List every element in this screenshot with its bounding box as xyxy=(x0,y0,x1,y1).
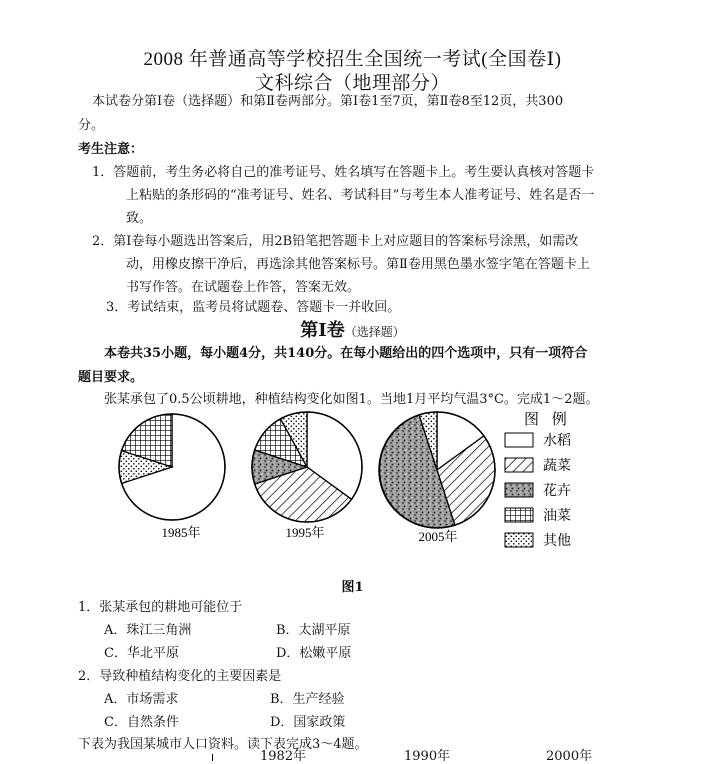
legend-title: 图 例 xyxy=(524,410,571,428)
notice-item-1-line-3: 致。 xyxy=(126,211,153,226)
q2-option-d: D．国家政策 xyxy=(270,715,346,730)
notice-item-2-line-3: 书写作答。在试题卷上作答，答案无效。 xyxy=(126,280,361,295)
legend-label-rapeseed: 油菜 xyxy=(543,508,571,524)
notice-item-1-line-1: 1．答题前，考生务必将自己的准考证号、姓名填写在答题卡上。考生要认真核对答题卡 xyxy=(92,165,595,180)
section-title xyxy=(0,316,705,342)
legend-label-vegetables: 蔬菜 xyxy=(543,458,571,474)
exam-title: 2008 年普通高等学校招生全国统一考试(全国卷Ⅰ) xyxy=(143,49,562,70)
legend-swatch-vegetables xyxy=(505,458,533,472)
legend-label-flowers: 花卉 xyxy=(543,483,571,499)
notice-heading: 考生注意： xyxy=(78,142,144,157)
pie-year-1995: 1995年 xyxy=(285,525,325,540)
table-left-rule xyxy=(212,754,213,761)
q1-option-c: C．华北平原 xyxy=(104,646,179,661)
section-instr-1: 本卷共35小题，每小题4分，共140分。在每小题给出的四个选项中，只有一项符合 xyxy=(104,346,588,361)
table-col-1982: 1982年 xyxy=(260,749,307,764)
table-intro: 下表为我国某城市人口资料。读下表完成3～4题。 xyxy=(78,737,368,752)
q1-option-a: A．珠江三角洲 xyxy=(104,623,192,638)
intro-line-1: 本试卷分第Ⅰ卷（选择题）和第Ⅱ卷两部分。第Ⅰ卷1至7页，第Ⅱ卷8至12页，共300 xyxy=(92,94,564,109)
q2-option-b: B．生产经验 xyxy=(270,692,345,707)
legend-swatch-flowers xyxy=(505,483,533,497)
pie-year-2005: 2005年 xyxy=(418,529,458,544)
section-note: （选择题） xyxy=(344,325,405,339)
notice-item-2-line-2: 动，用橡皮擦干净后，再选涂其他答案标号。第Ⅱ卷用黑色墨水签字笔在答题卡上 xyxy=(126,257,590,272)
notice-item-3: 3．考试结束，监考员将试题卷、答题卡一并收回。 xyxy=(106,300,401,315)
question-context: 张某承包了0.5公顷耕地，种植结构变化如图1。当地1月平均气温3°C。完成1～2题。 xyxy=(104,392,599,407)
notice-item-2-line-1: 2．第Ⅰ卷每小题选出答案后，用2B铅笔把答题卡上对应题目的答案标号涂黑，如需改 xyxy=(92,234,579,249)
table-col-2000: 2000年 xyxy=(546,749,593,764)
section-title-text: 第Ⅰ卷 xyxy=(300,320,345,341)
q1-option-d: D．松嫩平原 xyxy=(276,646,352,661)
table-col-1990: 1990年 xyxy=(404,749,451,764)
legend-swatch-rice xyxy=(505,433,533,447)
q2-option-c: C．自然条件 xyxy=(104,715,179,730)
q2-stem: 2．导致种植结构变化的主要因素是 xyxy=(78,669,282,684)
table-header-row xyxy=(228,749,668,764)
legend-label-other: 其他 xyxy=(543,533,571,549)
exam-subtitle: 文科综合（地理部分） xyxy=(254,72,450,94)
legend-swatch-other xyxy=(505,533,533,547)
notice-item-1-line-2: 上粘贴的条形码的“准考证号、姓名、考试科目”与考生本人准考证号、姓名是否一 xyxy=(126,188,595,203)
q1-stem: 1．张某承包的耕地可能位于 xyxy=(78,600,243,615)
figure-1-pies xyxy=(0,400,705,580)
legend-swatch-rapeseed xyxy=(505,508,533,522)
section-instr-2: 题目要求。 xyxy=(78,370,144,385)
figure-caption: 图1 xyxy=(341,580,364,595)
q1-option-b: B．太湖平原 xyxy=(276,623,351,638)
intro-line-2: 分。 xyxy=(78,118,105,133)
pie-year-1985: 1985年 xyxy=(161,525,201,540)
q2-option-a: A．市场需求 xyxy=(104,692,179,707)
legend-label-rice: 水稻 xyxy=(543,433,571,449)
